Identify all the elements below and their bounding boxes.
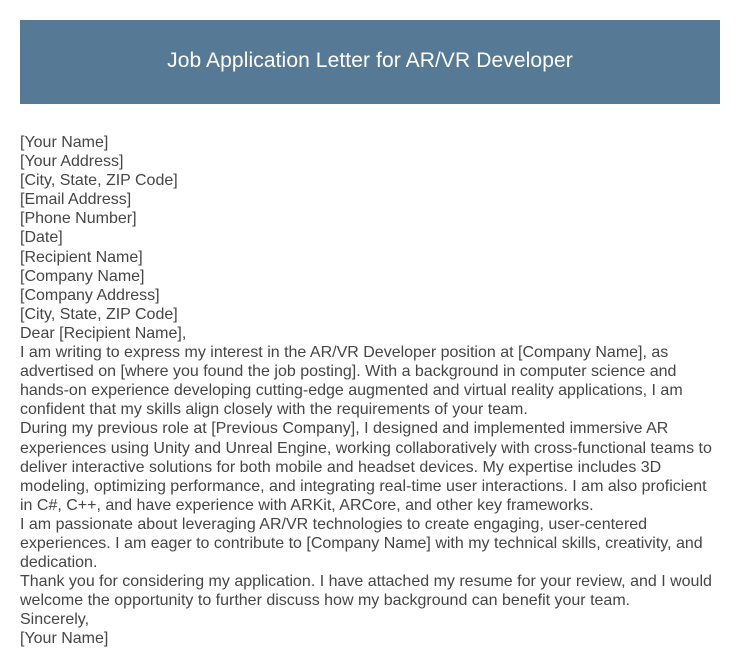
paragraph-introduction: I am writing to express my interest in the AR/VR Developer position at [Company Name], as advertised on [where you found the job posting]. With a background in computer science and hands-on experience developing cutting-edge augmented and virtual reality applications, I am confident that my skills align closely with the requirements of your team. bbox=[20, 344, 683, 419]
company-city-state-zip: [City, State, ZIP Code] bbox=[20, 305, 178, 323]
paragraph-motivation: I am passionate about leveraging AR/VR technologies to create engaging, user-centered experiences. I am eager to contribute to [Company Name] with my technical skills, creativity, and dedication. bbox=[20, 515, 703, 572]
sender-city-state-zip: [City, State, ZIP Code] bbox=[20, 172, 178, 190]
recipient-name: [Recipient Name] bbox=[20, 248, 143, 266]
page-title: Job Application Letter for AR/VR Developer bbox=[167, 49, 573, 72]
sender-email: [Email Address] bbox=[20, 191, 132, 209]
company-name: [Company Name] bbox=[20, 267, 145, 285]
salutation: Dear [Recipient Name], bbox=[20, 324, 187, 342]
signature: [Your Name] bbox=[20, 630, 109, 648]
sender-name: [Your Name] bbox=[20, 134, 109, 151]
sender-address: [Your Address] bbox=[20, 153, 124, 171]
letter-body bbox=[20, 133, 720, 649]
company-address: [Company Address] bbox=[20, 286, 160, 304]
closing: Sincerely, bbox=[20, 611, 90, 629]
letter-date: [Date] bbox=[20, 229, 63, 247]
sender-phone: [Phone Number] bbox=[20, 210, 137, 228]
title-banner bbox=[20, 20, 720, 104]
paragraph-closing: Thank you for considering my application. I have attached my resume for your review, and I would welcome the opportunity to further discuss how my background can benefit your team. bbox=[20, 573, 712, 610]
paragraph-experience: During my previous role at [Previous Company], I designed and implemented immersive AR experiences using Unity and Unreal Engine, working collaboratively with cross-functional teams to deliver interactive solutions for both mobile and headset devices. My expertise includes 3D modeling, optimizing performance, and integrating real-time user interactions. I am also proficient in C#, C++, and have experience with ARKit, ARCore, and other key frameworks. bbox=[20, 420, 712, 514]
